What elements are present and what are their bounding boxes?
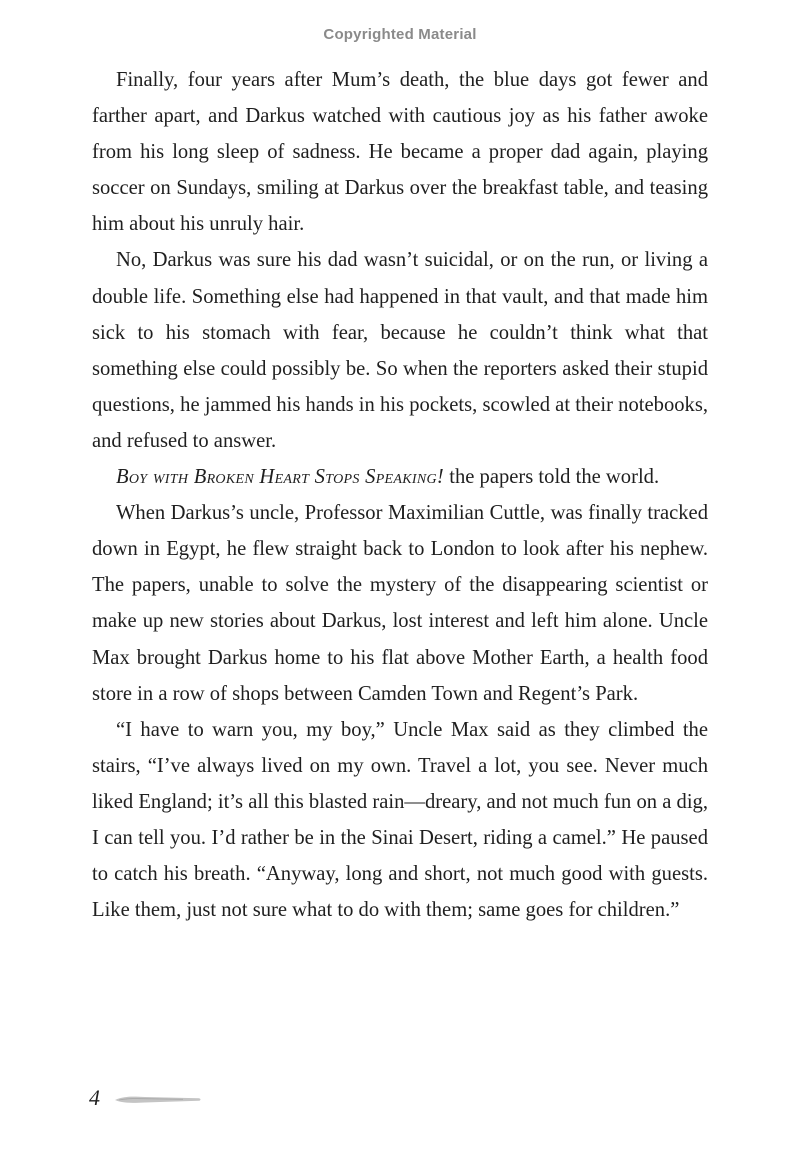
- copyright-watermark-top: Copyrighted Material: [323, 26, 477, 43]
- paragraph-3-text: the papers told the world.: [444, 466, 660, 489]
- page-body: [92, 62, 708, 928]
- paragraph-4: When Darkus’s uncle, Professor Maximilian Cuttle, was finally tracked down in Egypt, he flew straight back to London to look after his nephew. The papers, unable to solve the mystery of the disappearing scientist or make up new stories about Darkus, lost interest and left him alone. Uncle Max brought Darkus home to his flat above Mother Earth, a health food store in a row of shops between Camden Town and Regent’s Park.: [92, 502, 708, 705]
- paragraph-2: No, Darkus was sure his dad wasn’t suicidal, or on the run, or living a double life. Something else had happened in that vault, and that made him sick to his stomach with fear, because he couldn’t think what that something else could possibly be. So when the reporters asked their stupid questions, he jammed his hands in his pockets, scowled at their notebooks, and refused to answer.: [92, 249, 708, 452]
- swoosh-ornament-icon: [113, 1093, 203, 1107]
- page-number: 4: [89, 1085, 100, 1110]
- paragraph-1: Finally, four years after Mum’s death, the blue days got fewer and farther apart, and Darkus watched with cautious joy as his father awoke from his long sleep of sadness. He became a proper dad again, playing soccer on Sundays, smiling at Darkus over the breakfast table, and teasing him about his unruly hair.: [92, 69, 708, 236]
- headline-quote: Boy with Broken Heart Stops Speaking!: [116, 466, 445, 489]
- paragraph-3: [92, 459, 708, 495]
- paragraph-5: “I have to warn you, my boy,” Uncle Max said as they climbed the stairs, “I’ve always lived on my own. Travel a lot, you see. Never much liked England; it’s all this blasted rain—dreary, and not much fun on a dig, I can tell you. I’d rather be in the Sinai Desert, riding a camel.” He paused to catch his breath. “Anyway, long and short, not much good with guests. Like them, just not sure what to do with them; same goes for children.”: [92, 718, 708, 922]
